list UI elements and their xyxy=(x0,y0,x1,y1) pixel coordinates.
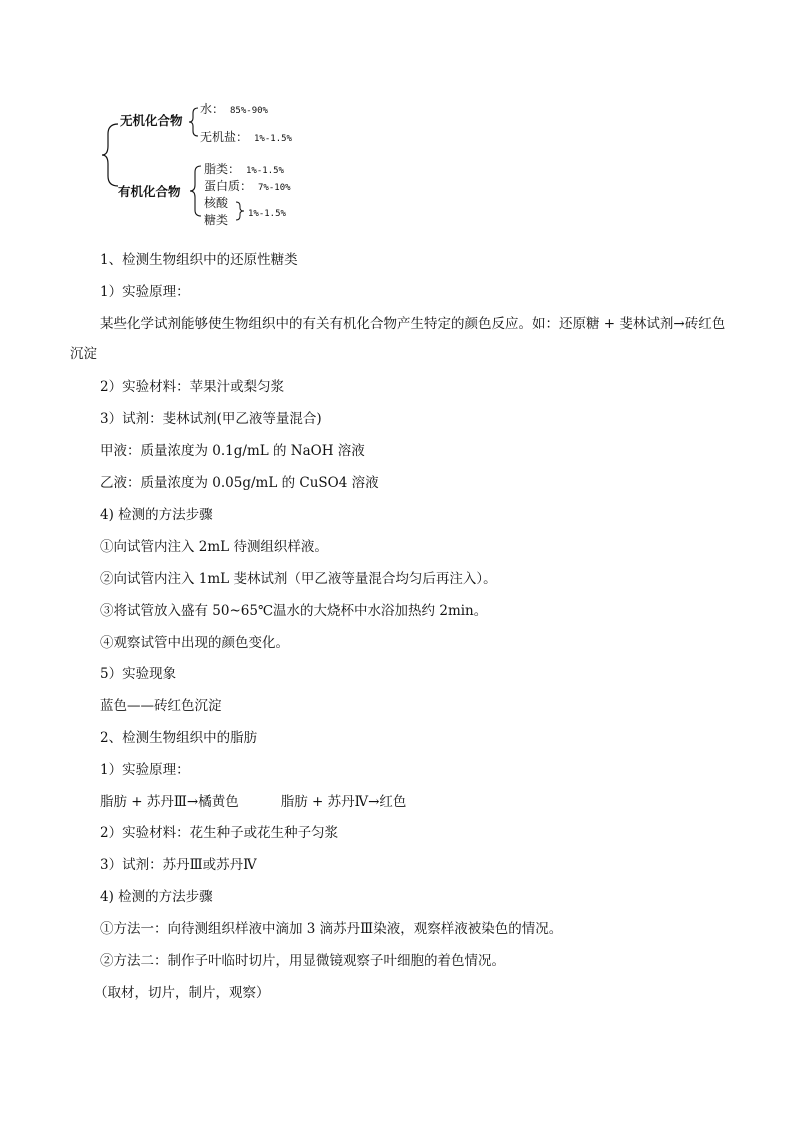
sugar-item: 糖类 xyxy=(204,213,229,227)
protein-item: 蛋白质： 7%-10% xyxy=(204,179,291,193)
section2-title: 2、检测生物组织中的脂肪 xyxy=(100,730,258,746)
s2-principle-reactions xyxy=(100,793,406,811)
s1-step-3: ③将试管放入盛有 50~65℃温水的大烧杯中水浴加热约 2min。 xyxy=(100,603,488,619)
nucleic-acid-item: 核酸 xyxy=(204,196,229,210)
s2-material: 2）实验材料：花生种子或花生种子匀浆 xyxy=(100,825,339,841)
s1-principle-text: 某些化学试剂能够使生物组织中的有关有机化合物产生特定的颜色反应。如：还原糖 + 斐林试剂→砖红色沉淀 xyxy=(70,316,726,362)
s1-material: 2）实验材料：苹果汁或梨匀浆 xyxy=(100,379,285,395)
organic-label: 有机化合物 xyxy=(118,184,181,199)
compound-classification-diagram xyxy=(100,98,360,232)
s1-principle-heading: 1）实验原理： xyxy=(100,284,190,300)
inorganic-label: 无机化合物 xyxy=(120,113,183,128)
s1-phenomenon-heading: 5）实验现象 xyxy=(100,666,177,682)
s2-steps-heading: 4) 检测的方法步骤 xyxy=(100,889,213,905)
lipid-item: 脂类： 1%-1.5% xyxy=(204,162,284,176)
section1-title: 1、检测生物组织中的还原性糖类 xyxy=(100,252,298,268)
s2-principle-heading: 1）实验原理： xyxy=(100,762,190,778)
s2-reagent: 3）试剂：苏丹Ⅲ或苏丹Ⅳ xyxy=(100,857,257,873)
nucleic-sugar-group-value: 1%-1.5% xyxy=(248,209,286,219)
s1-steps-heading: 4) 检测的方法步骤 xyxy=(100,507,213,523)
s1-solution-b: 乙液：质量浓度为 0.05g/mL 的 CuSO4 溶液 xyxy=(100,475,379,491)
s2-method-2: ②方法二：制作子叶临时切片，用显微镜观察子叶细胞的着色情况。 xyxy=(100,953,505,969)
s1-step-2: ②向试管内注入 1mL 斐林试剂（甲乙液等量混合均匀后再注入）。 xyxy=(100,571,497,587)
water-item: 水： 85%-90% xyxy=(200,102,268,116)
s2-method-1: ①方法一：向待测组织样液中滴加 3 滴苏丹Ⅲ染液，观察样液被染色的情况。 xyxy=(100,921,563,937)
s1-phenomenon: 蓝色——砖红色沉淀 xyxy=(100,698,222,714)
inorganic-salt-item: 无机盐： 1%-1.5% xyxy=(200,130,292,144)
s2-reaction-sudan3: 脂肪 + 苏丹Ⅲ→橘黄色 xyxy=(100,794,239,810)
s2-note: （取材，切片，制片，观察） xyxy=(94,985,270,1001)
s1-step-4: ④观察试管中出现的颜色变化。 xyxy=(100,635,289,651)
s1-reagent: 3）试剂：斐林试剂(甲乙液等量混合) xyxy=(100,411,322,427)
s2-reaction-sudan4: 脂肪 + 苏丹Ⅳ→红色 xyxy=(280,794,407,810)
s1-step-1: ①向试管内注入 2mL 待测组织样液。 xyxy=(100,539,328,555)
s1-solution-a: 甲液：质量浓度为 0.1g/mL 的 NaOH 溶液 xyxy=(100,443,365,459)
